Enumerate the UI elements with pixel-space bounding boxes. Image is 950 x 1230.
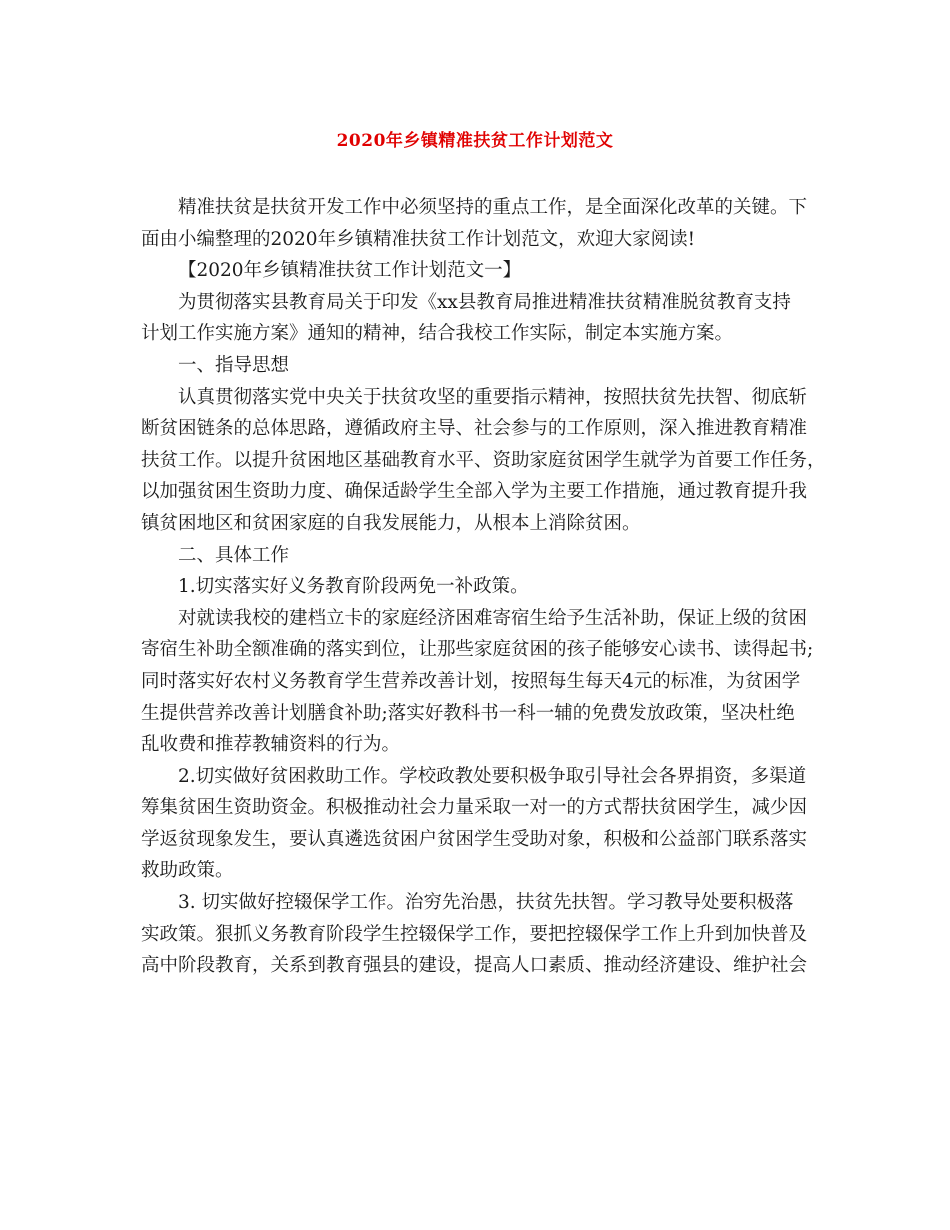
text-line: 学返贫现象发生，要认真遴选贫困户贫困学生受助对象，积极和公益部门联系落实 xyxy=(141,828,808,850)
text-line: 断贫困链条的总体思路，遵循政府主导、社会参与的工作原则，深入推进教育精准 xyxy=(141,418,808,440)
text-line: 救助政策。 xyxy=(141,860,234,882)
text-line: 筹集贫困生资助资金。积极推动社会力量采取一对一的方式帮扶贫困学生，减少因 xyxy=(141,797,808,819)
text-line: 2.切实做好贫困救助工作。学校政教处要积极争取引导社会各界捐资，多渠道 xyxy=(178,765,807,787)
text-line: 面由小编整理的2020年乡镇精准扶贫工作计划范文，欢迎大家阅读! xyxy=(141,228,696,250)
text-line: 3. 切实做好控辍保学工作。治穷先治愚，扶贫先扶智。学习教导处要积极落 xyxy=(178,892,794,914)
text-line: 镇贫困地区和贫困家庭的自我发展能力，从根本上消除贫困。 xyxy=(141,512,641,534)
text-line: 寄宿生补助全额准确的落实到位，让那些家庭贫困的孩子能够安心读书、读得起书; xyxy=(141,639,814,661)
text-line: 认真贯彻落实党中央关于扶贫攻坚的重要指示精神，按照扶贫先扶智、彻底斩 xyxy=(178,386,808,408)
text-line: 对就读我校的建档立卡的家庭经济困难寄宿生给予生活补助，保证上级的贫困 xyxy=(178,607,808,629)
text-line: 一、指导思想 xyxy=(178,354,290,376)
text-line: 以加强贫困生资助力度、确保适龄学生全部入学为主要工作措施，通过教育提升我 xyxy=(141,481,808,503)
text-line: 乱收费和推荐教辅资料的行为。 xyxy=(141,734,401,756)
text-line: 为贯彻落实县教育局关于印发《xx县教育局推进精准扶贫精准脱贫教育支持 xyxy=(178,291,791,313)
text-line: 精准扶贫是扶贫开发工作中必须坚持的重点工作，是全面深化改革的关键。下 xyxy=(178,197,808,218)
text-line: 扶贫工作。以提升贫困地区基础教育水平、资助家庭贫困学生就学为首要工作任务， xyxy=(141,449,826,471)
text-line: 计划工作实施方案》通知的精神，结合我校工作实际，制定本实施方案。 xyxy=(141,323,734,345)
text-line: 生提供营养改善计划膳食补助;落实好教科书一科一辅的免费发放政策，坚决杜绝 xyxy=(141,702,795,724)
text-line: 【2020年乡镇精准扶贫工作计划范文一】 xyxy=(178,260,522,282)
text-line: 实政策。狠抓义务教育阶段学生控辍保学工作，要把控辍保学工作上升到加快普及 xyxy=(141,923,808,945)
document-body xyxy=(141,192,826,982)
text-line: 同时落实好农村义务教育学生营养改善计划，按照每生每天4元的标准，为贫困学 xyxy=(141,670,801,692)
text-line: 二、具体工作 xyxy=(178,544,290,566)
document-title: 2020年乡镇精准扶贫工作计划范文 xyxy=(336,131,614,151)
text-line: 1.切实落实好义务教育阶段两免一补政策。 xyxy=(178,576,529,598)
text-line: 高中阶段教育，关系到教育强县的建设，提高人口素质、推动经济建设、维护社会 xyxy=(141,955,808,977)
